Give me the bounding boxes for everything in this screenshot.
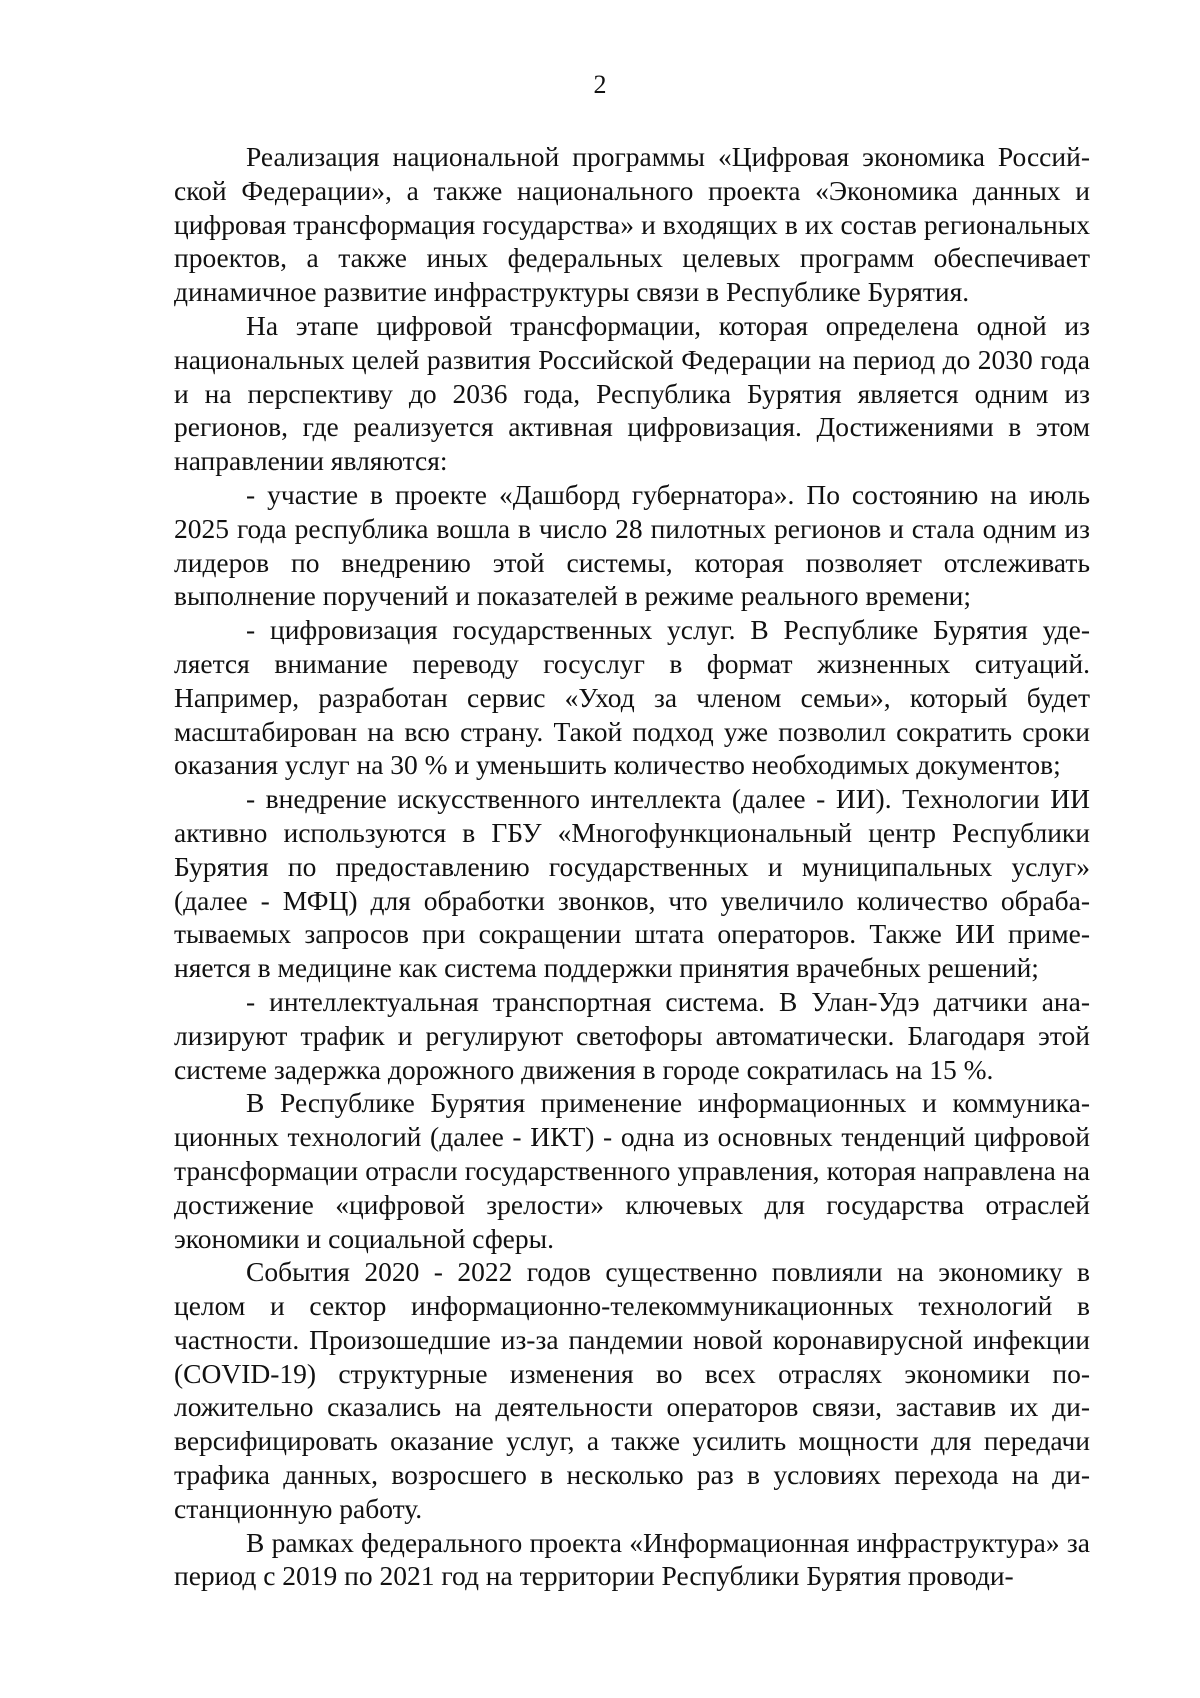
- paragraph-information-infrastructure: В рамках федерального проекта «Информационная инфраструктура» за период с 2019 по 2021 год на территории Республики Бурятия проводи-: [174, 1526, 1090, 1592]
- page-number: 2: [593, 70, 607, 99]
- paragraph-governor-dashboard: - участие в проекте «Дашборд губернатора». По состоянию на июль 2025 года республика вошла в число 28 пилотных регионов и стала одним из лидеров по внедрению этой системы, которая позволяет отслеживать выполнение поручений и показателей в режиме реального времени;: [174, 478, 1090, 612]
- paragraph-public-services: - цифровизация государственных услуг. В Республике Бурятия уделяется внимание переводу госуслуг в формат жизненных ситуаций. Например, разработан сервис «Уход за членом семьи», который будет масштабирован на всю страну. Такой подход уже позволил сократить сроки оказания услуг на 30 % и уменьшить количество необходимых документов;: [174, 614, 1090, 781]
- paragraph-events-2020-2022: События 2020 - 2022 годов существенно повлияли на экономику в целом и сектор информационно-телекоммуникационных технологий в частности. Произошедшие из-за пандемии новой коронавирусной инфекции (COVID-19) структурные изменения во всех отраслях экономики положительно сказались на деятельности операторов связи, заставив их диверсифицировать оказание услуг, а также усилить мощности для передачи трафика данных, возросшего в несколько раз в условиях перехода на дистанционную работу.: [174, 1256, 1090, 1524]
- paragraph-intro: Реализация национальной программы «Цифровая экономика Российской Федерации», а также национального проекта «Экономика данных и цифровая трансформация государства» и входящих в их состав региональных проектов, а также иных федеральных целевых программ обеспечивает динамичное развитие инфраструктуры связи в Республике Бурятия.: [174, 141, 1090, 308]
- paragraph-transport-system: - интеллектуальная транспортная система. В Улан-Удэ датчики анализируют трафик и регулируют светофоры автоматически. Благодаря этой системе задержка дорожного движения в городе сократилась на 15 %.: [174, 985, 1090, 1085]
- paragraph-ict: В Республике Бурятия применение информационных и коммуникационных технологий (далее - ИКТ) - одна из основных тенденций цифровой трансформации отрасли государственного управления, которая направлена на достижение «цифровой зрелости» ключевых для государства отраслей экономики и социальной сферы.: [174, 1087, 1090, 1254]
- document-body: [174, 140, 1090, 1593]
- paragraph-digital-transformation: На этапе цифровой трансформации, которая определена одной из национальных целей развития Российской Федерации на период до 2030 года и на перспективу до 2036 года, Республика Бурятия является одним из регионов, где реализуется активная цифровизация. Достижениями в этом направлении являются:: [174, 309, 1090, 477]
- paragraph-artificial-intelligence: - внедрение искусственного интеллекта (далее - ИИ). Технологии ИИ активно используются в ГБУ «Многофункциональный центр Республики Бурятия по предоставлению государственных и муниципальных услуг» (далее - МФЦ) для обработки звонков, что увеличило количество обрабатываемых запросов при сокращении штата операторов. Также ИИ применяется в медицине как система поддержки принятия врачебных решений;: [174, 783, 1090, 984]
